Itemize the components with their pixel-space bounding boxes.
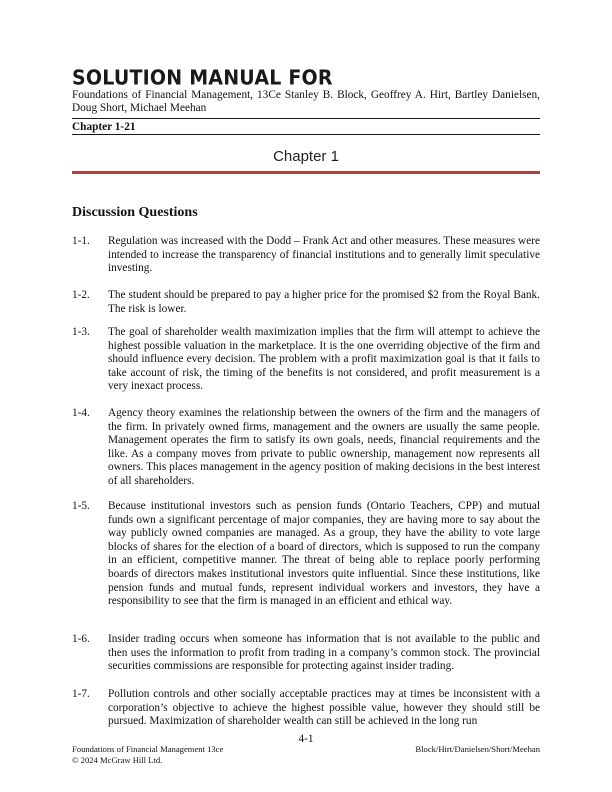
question-item — [72, 235, 540, 276]
chapter-range: Chapter 1-21 — [72, 121, 136, 133]
question-answer: Because institutional investors such as pension funds (Ontario Teachers, CPP) and mutual funds own a significant percentage of major companies, they are having more to say about the way publicly owned companies are managed. As a group, they have the ability to vote large blocks of shares for the election of a board of directors, which is supposed to run the company in an efficient, competitive manner. The threat of being able to replace poorly performing boards of directors makes institutional investors quite influential. Since these institutions, like pension funds and mutual funds, represent individual workers and investors, they have a responsibility to see that the firm is managed in an efficient and ethical way. — [108, 500, 540, 608]
question-answer: Insider trading occurs when someone has information that is not available to the public and then uses the information to profit from trading in a company’s common stock. The provincial securities commissions are responsible for protecting against insider trading. — [108, 633, 540, 673]
question-item — [72, 407, 540, 489]
header-divider-bottom — [72, 134, 540, 135]
question-number: 1-7. — [72, 688, 90, 700]
chapter-heading: Chapter 1 — [273, 148, 339, 165]
section-title: Discussion Questions — [72, 205, 198, 220]
header-divider-top — [72, 118, 540, 119]
question-answer: Regulation was increased with the Dodd – Frank Act and other measures. These measures were intended to increase the transparency of financial institutions and to generally limit speculative investing. — [108, 235, 540, 275]
question-item — [72, 500, 540, 609]
question-item — [72, 289, 540, 316]
footer-book-title: Foundations of Financial Management 13ce — [72, 744, 224, 754]
question-number: 1-2. — [72, 289, 90, 301]
question-number: 1-6. — [72, 633, 90, 645]
footer-authors: Block/Hirt/Danielsen/Short/Meehan — [415, 744, 540, 754]
footer-copyright: © 2024 McGraw Hill Ltd. — [72, 754, 163, 765]
question-answer: The student should be prepared to pay a higher price for the promised $2 from the Royal Bank. The risk is lower. — [108, 289, 540, 315]
question-answer: The goal of shareholder wealth maximization implies that the firm will attempt to achieve the highest possible valuation in the marketplace. It is the one overriding objective of the firm and should influence every decision. The problem with a profit maximization goal is that it fails to take account of risk, the timing of the benefits is not considered, and profit measurement is a very inexact process. — [108, 326, 540, 393]
question-item — [72, 326, 540, 394]
chapter-divider — [72, 171, 540, 174]
question-answer: Agency theory examines the relationship between the owners of the firm and the managers of the firm. In privately owned firms, management and the owners are usually the same people. Management operates the firm to satisfy its own goals, needs, financial requirements and the like. As a company moves from private to public ownership, management now represents all owners. This places management in the agency position of making decisions in the best interest of all shareholders. — [108, 407, 540, 487]
question-item — [72, 633, 540, 674]
question-number: 1-3. — [72, 326, 90, 338]
document-title: SOLUTION MANUAL FOR — [72, 66, 333, 90]
page-number: 4-1 — [298, 733, 314, 745]
question-answer: Pollution controls and other socially acceptable practices may at times be inconsistent with a corporation’s objective to achieve the highest possible value, however they should still be pursued. Maximization of shareholder wealth can still be achieved in the long run — [108, 688, 540, 728]
question-number: 1-5. — [72, 500, 90, 512]
question-item — [72, 688, 540, 729]
question-number: 1-1. — [72, 235, 90, 247]
book-citation: Foundations of Financial Management, 13Ce Stanley B. Block, Geoffrey A. Hirt, Bartley Danielsen, Doug Short, Michael Meehan — [72, 89, 540, 114]
question-number: 1-4. — [72, 407, 90, 419]
